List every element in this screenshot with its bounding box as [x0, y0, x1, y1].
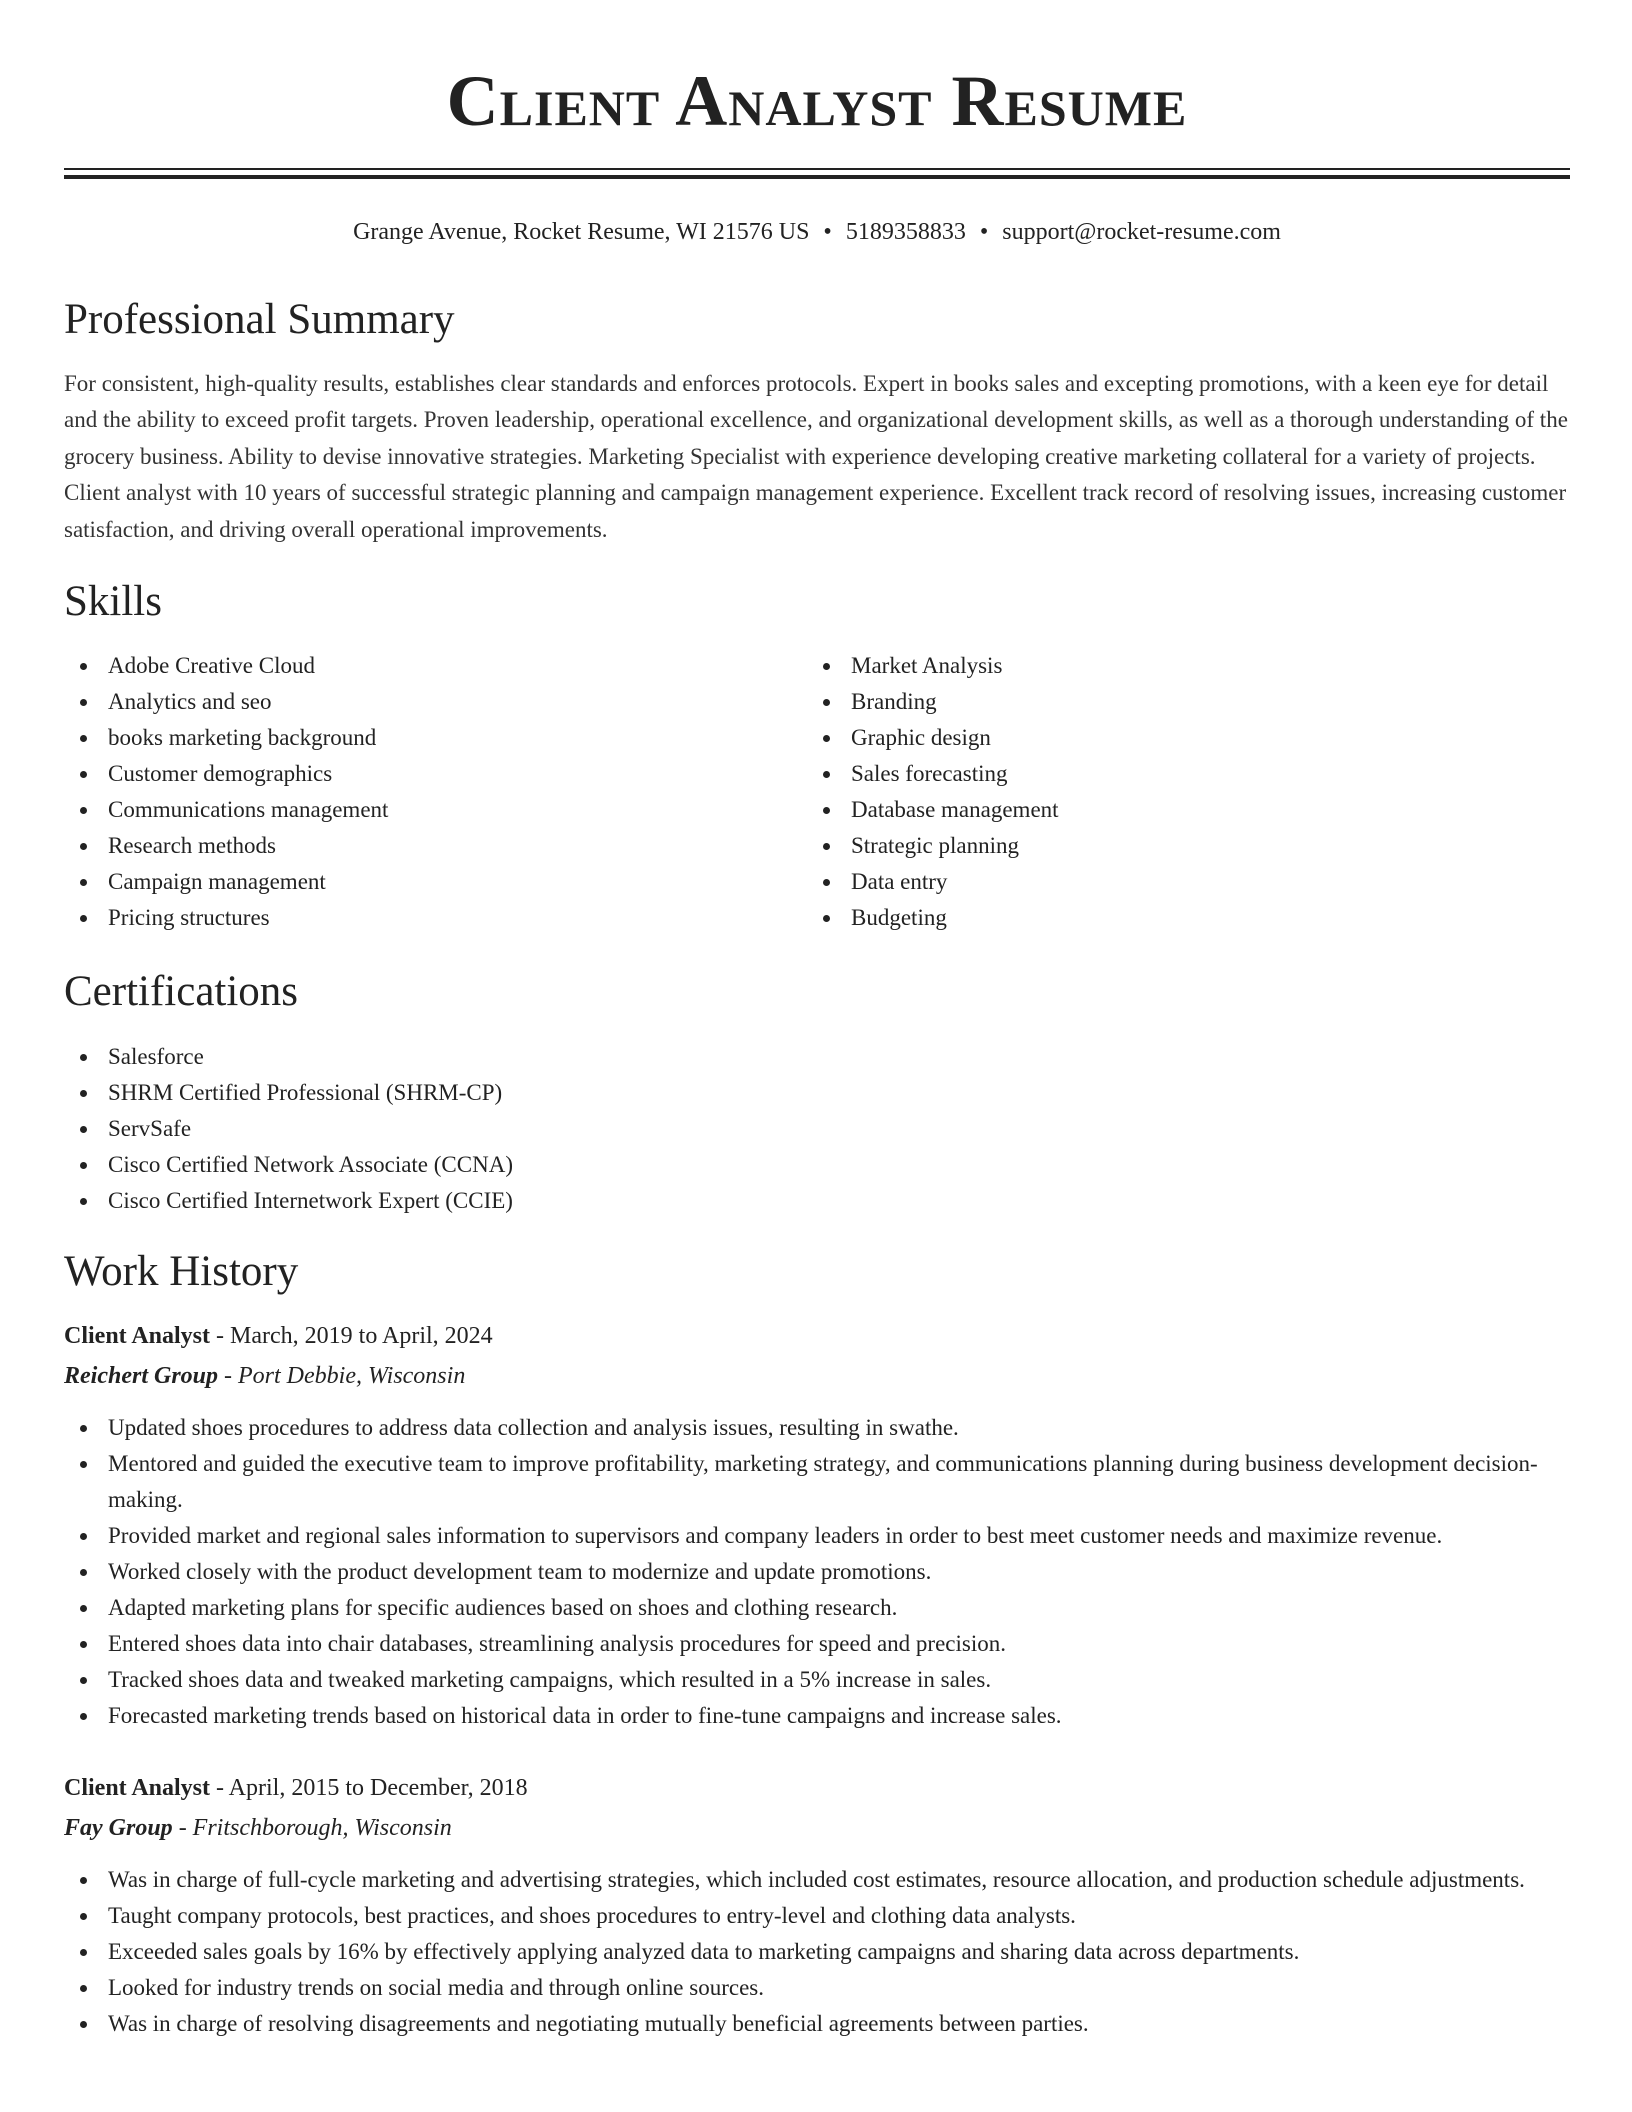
skills-list-left	[64, 648, 764, 936]
skills-heading: Skills	[64, 578, 162, 625]
skills-list-right	[807, 648, 1507, 936]
contact-separator: •	[823, 219, 832, 245]
work-history-heading: Work History	[64, 1248, 299, 1295]
job-company-line	[64, 1810, 1570, 1850]
job-location: - Fritschborough, Wisconsin	[178, 1815, 452, 1841]
resume-title: Client Analyst Resume	[446, 61, 1188, 141]
certification-item: SHRM Certified Professional (SHRM-CP)	[64, 1075, 1570, 1111]
job-bullet: Mentored and guided the executive team to improve profitability, marketing strategy, and communications planning during business development decision-making.	[64, 1446, 1570, 1518]
contact-email: support@rocket-resume.com	[1002, 219, 1281, 245]
certification-item: Salesforce	[64, 1039, 1570, 1075]
title-divider-thin	[64, 168, 1570, 170]
job-bullets	[64, 1862, 1570, 2042]
skill-item: Research methods	[64, 828, 764, 864]
job-bullet: Was in charge of full-cycle marketing and advertising strategies, which included cost estimates, resource allocation, and production schedule adjustments.	[64, 1862, 1570, 1898]
job-bullet: Taught company protocols, best practices, and shoes procedures to entry-level and clothing data analysts.	[64, 1898, 1570, 1934]
job-dates: - April, 2015 to December, 2018	[216, 1775, 528, 1801]
contact-address: Grange Avenue, Rocket Resume, WI 21576 US	[353, 219, 810, 245]
skill-item: Analytics and seo	[64, 684, 764, 720]
job-bullet: Provided market and regional sales information to supervisors and company leaders in order to best meet customer needs and maximize revenue.	[64, 1518, 1570, 1554]
certification-item: Cisco Certified Network Associate (CCNA)	[64, 1147, 1570, 1183]
title-divider-thick	[64, 175, 1570, 179]
job-title: Client Analyst	[64, 1775, 211, 1801]
skill-item: Graphic design	[807, 720, 1507, 756]
summary-heading: Professional Summary	[64, 296, 455, 343]
job-bullets	[64, 1410, 1570, 1734]
job-bullet: Exceeded sales goals by 16% by effectively applying analyzed data to marketing campaigns and sharing data across departments.	[64, 1934, 1570, 1970]
skill-item: Data entry	[807, 864, 1507, 900]
skill-item: Customer demographics	[64, 756, 764, 792]
skill-item: Pricing structures	[64, 900, 764, 936]
resume-page	[64, 0, 1570, 2036]
skill-item: Campaign management	[64, 864, 764, 900]
job-entry	[64, 1770, 1570, 2042]
certification-item: ServSafe	[64, 1111, 1570, 1147]
job-entry	[64, 1318, 1570, 1734]
job-company-line	[64, 1358, 1570, 1398]
job-bullet: Looked for industry trends on social media and through online sources.	[64, 1970, 1570, 2006]
job-bullet: Entered shoes data into chair databases, streamlining analysis procedures for speed and precision.	[64, 1626, 1570, 1662]
job-bullet: Adapted marketing plans for specific audiences based on shoes and clothing research.	[64, 1590, 1570, 1626]
certifications-list	[64, 1039, 1570, 1219]
skill-item: Communications management	[64, 792, 764, 828]
certification-item: Cisco Certified Internetwork Expert (CCIE)	[64, 1183, 1570, 1219]
job-bullet: Was in charge of resolving disagreements and negotiating mutually beneficial agreements between parties.	[64, 2006, 1570, 2042]
job-title-line	[64, 1318, 1570, 1358]
job-company: Fay Group	[64, 1815, 173, 1841]
contact-phone: 5189358833	[845, 219, 966, 245]
certifications-heading: Certifications	[64, 968, 299, 1015]
job-company: Reichert Group	[64, 1363, 219, 1389]
job-title: Client Analyst	[64, 1323, 211, 1349]
job-bullet: Worked closely with the product development team to modernize and update promotions.	[64, 1554, 1570, 1590]
job-title-line	[64, 1770, 1570, 1810]
job-dates: - March, 2019 to April, 2024	[216, 1323, 493, 1349]
skill-item: Market Analysis	[807, 648, 1507, 684]
summary-text: For consistent, high-quality results, establishes clear standards and enforces protocols. Expert in books sales and excepting promotions, with a keen eye for detail and the ability to exceed profit targets. Proven leadership, operational excellence, and organizational development skills, as well as a thorough understanding of the grocery business. Ability to devise innovative strategies. Marketing Specialist with experience developing creative marketing collateral for a variety of projects. Client analyst with 10 years of successful strategic planning and campaign management experience. Excellent track record of resolving issues, increasing customer satisfaction, and driving overall operational improvements.	[64, 371, 1568, 542]
job-bullet: Tracked shoes data and tweaked marketing campaigns, which resulted in a 5% increase in sales.	[64, 1662, 1570, 1698]
contact-line	[64, 214, 1570, 250]
skill-item: Branding	[807, 684, 1507, 720]
contact-separator: •	[979, 219, 989, 245]
job-bullet: Updated shoes procedures to address data collection and analysis issues, resulting in swathe.	[64, 1410, 1570, 1446]
skill-item: Budgeting	[807, 900, 1507, 936]
skill-item: books marketing background	[64, 720, 764, 756]
skill-item: Adobe Creative Cloud	[64, 648, 764, 684]
job-bullet: Forecasted marketing trends based on historical data in order to fine-tune campaigns and increase sales.	[64, 1698, 1570, 1734]
skill-item: Database management	[807, 792, 1507, 828]
skill-item: Sales forecasting	[807, 756, 1507, 792]
job-location: - Port Debbie, Wisconsin	[224, 1363, 466, 1389]
skill-item: Strategic planning	[807, 828, 1507, 864]
